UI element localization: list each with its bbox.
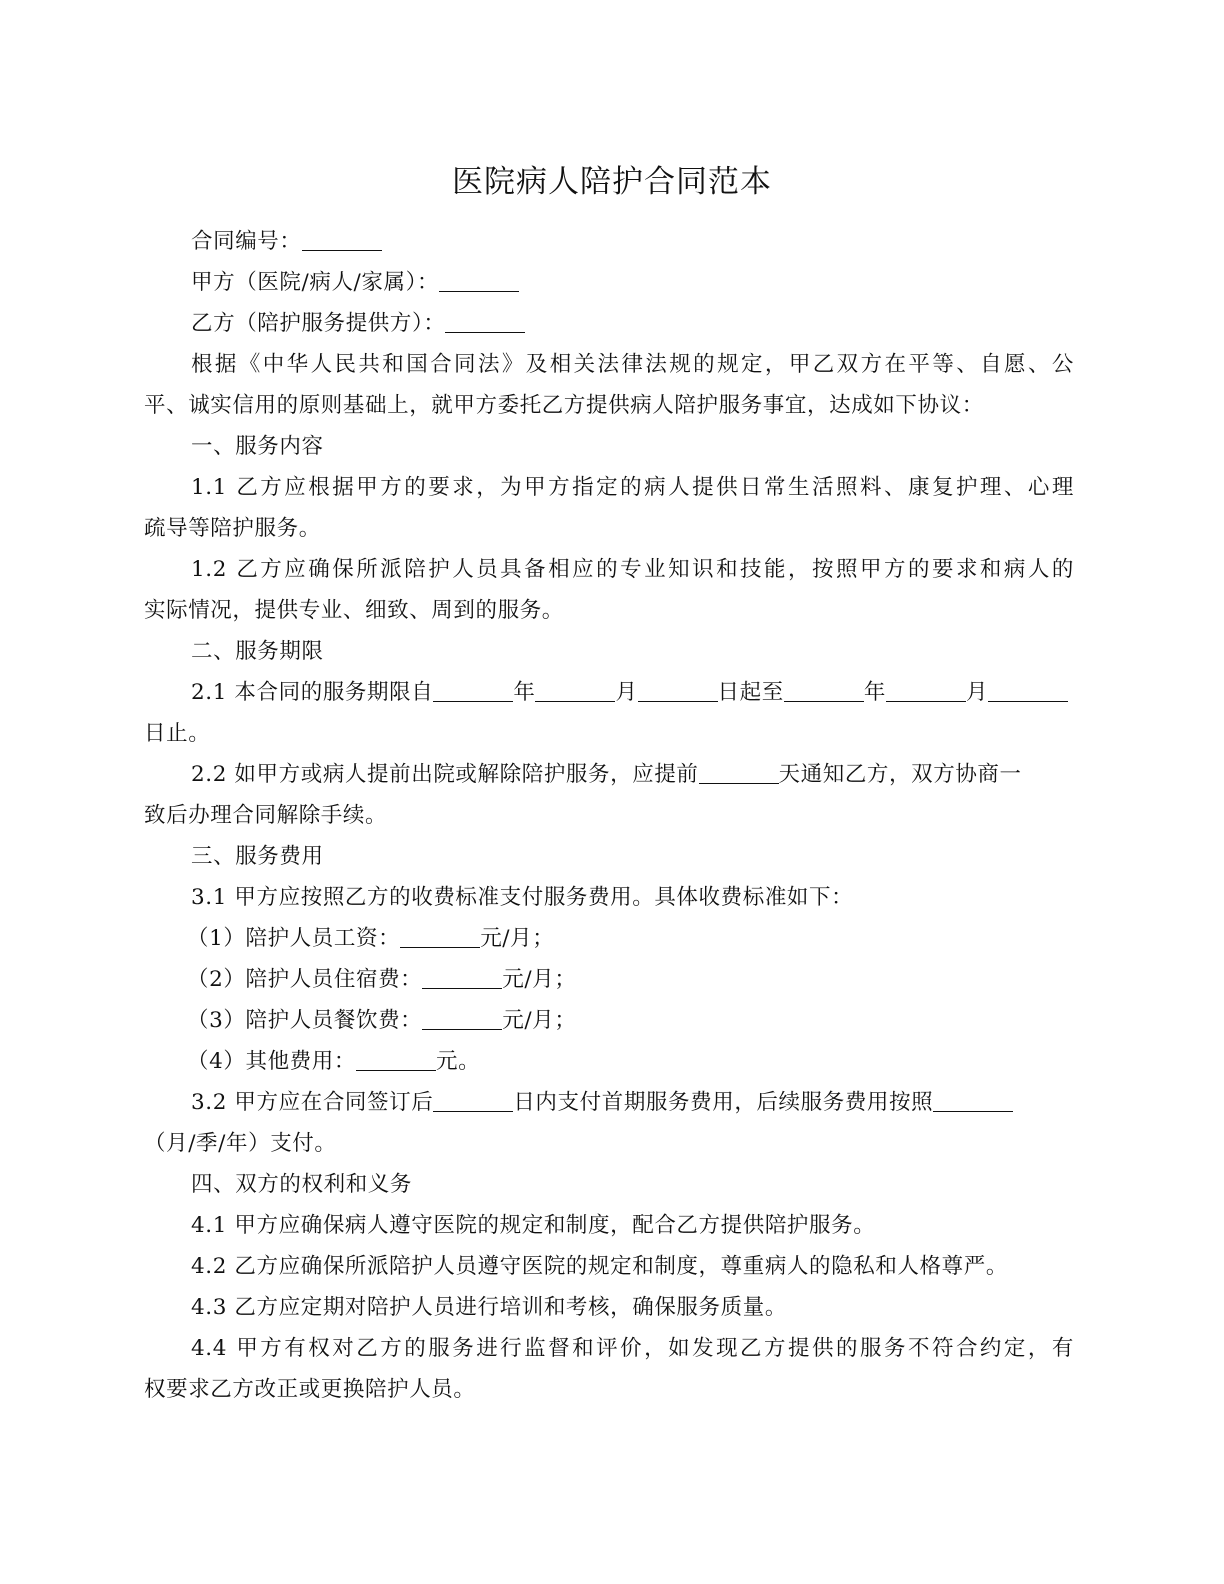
year-label: 年 — [513, 680, 536, 705]
start-year-blank — [433, 677, 513, 702]
clause-4-4-line-2: 权要求乙方改正或更换陪护人员。 — [144, 1377, 476, 1402]
start-day-blank — [638, 677, 718, 702]
party-b-line — [144, 303, 1074, 344]
fee-item-2 — [144, 959, 1074, 1000]
clause-3-2-text: 3.2 甲方应在合同签订后 — [191, 1090, 434, 1115]
clause-2-2-text: 2.2 如甲方或病人提前出院或解除陪护服务，应提前 — [191, 762, 699, 787]
party-b-label: 乙方（陪护服务提供方）： — [191, 311, 446, 336]
clause-2-1-text: 2.1 本合同的服务期限自 — [191, 680, 434, 705]
clause-4-2: 4.2 乙方应确保所派陪护人员遵守医院的规定和制度，尊重病人的隐私和人格尊严。 — [191, 1254, 1008, 1279]
clause-3-2-text-2: 日内支付首期服务费用，后续服务费用按照 — [513, 1090, 934, 1115]
clause-2-1-line-1 — [144, 672, 1074, 713]
fee-item-3-label: （3）陪护人员餐饮费： — [187, 1008, 423, 1033]
party-a-line — [144, 262, 1074, 303]
intro-line-1: 根据《中华人民共和国合同法》及相关法律法规的规定，甲乙双方在平等、自愿、公 — [191, 352, 1074, 377]
year-label-2: 年 — [863, 680, 886, 705]
fee-item-4 — [144, 1041, 1074, 1082]
fee-item-2-label: （2）陪护人员住宿费： — [187, 967, 423, 992]
fee-item-2-unit: 元/月； — [502, 967, 577, 992]
fee-item-3 — [144, 1000, 1074, 1041]
fee-item-1-label: （1）陪护人员工资： — [187, 926, 401, 951]
clause-2-2-line-1 — [144, 754, 1074, 795]
party-b-blank — [445, 308, 525, 333]
clause-1-1-line-1: 1.1 乙方应根据甲方的要求，为甲方指定的病人提供日常生活照料、康复护理、心理 — [191, 475, 1074, 500]
payment-period-blank — [933, 1087, 1013, 1112]
notice-days-blank — [699, 759, 779, 784]
lodging-blank — [422, 964, 502, 989]
document-body — [144, 221, 1074, 1410]
month-label-2: 月 — [965, 680, 989, 705]
clause-3-1: 3.1 甲方应按照乙方的收费标准支付服务费用。具体收费标准如下： — [191, 885, 854, 910]
end-month-blank — [886, 677, 966, 702]
start-month-blank — [535, 677, 615, 702]
clause-3-2-line-1 — [144, 1082, 1074, 1123]
contract-number-line — [144, 221, 1074, 262]
fee-item-3-unit: 元/月； — [502, 1008, 577, 1033]
section-4-heading: 四、双方的权利和义务 — [191, 1172, 413, 1197]
salary-blank — [400, 923, 480, 948]
clause-1-2-line-2: 实际情况，提供专业、细致、周到的服务。 — [144, 598, 564, 623]
clause-4-3: 4.3 乙方应定期对陪护人员进行培训和考核，确保服务质量。 — [191, 1295, 787, 1320]
contract-number-blank — [302, 226, 382, 251]
fee-item-1 — [144, 918, 1074, 959]
clause-4-1: 4.1 甲方应确保病人遵守医院的规定和制度，配合乙方提供陪护服务。 — [191, 1213, 876, 1238]
document-title: 医院病人陪护合同范本 — [452, 164, 772, 200]
contract-number-label: 合同编号： — [191, 229, 302, 254]
clause-1-1-line-2: 疏导等陪护服务。 — [144, 516, 321, 541]
party-a-label: 甲方（医院/病人/家属）： — [191, 270, 440, 295]
fee-item-4-label: （4）其他费用： — [187, 1049, 356, 1074]
month-label: 月 — [615, 680, 638, 705]
clause-2-1-line-2: 日止。 — [144, 721, 211, 746]
end-day-blank — [988, 677, 1068, 702]
clause-4-4-line-1: 4.4 甲方有权对乙方的服务进行监督和评价，如发现乙方提供的服务不符合约定，有 — [191, 1336, 1074, 1361]
intro-line-2: 平、诚实信用的原则基础上，就甲方委托乙方提供病人陪护服务事宜，达成如下协议： — [144, 393, 984, 418]
day-from-label: 日起至 — [717, 680, 784, 705]
fee-item-1-unit: 元/月； — [480, 926, 555, 951]
payment-days-blank — [433, 1087, 513, 1112]
clause-3-2-line-2: （月/季/年）支付。 — [144, 1131, 337, 1156]
end-year-blank — [784, 677, 864, 702]
clause-1-2-line-1: 1.2 乙方应确保所派陪护人员具备相应的专业知识和技能，按照甲方的要求和病人的 — [191, 557, 1074, 582]
clause-2-2-text-2: 天通知乙方，双方协商一 — [778, 762, 1022, 787]
section-2-heading: 二、服务期限 — [191, 639, 324, 664]
party-a-blank — [439, 267, 519, 292]
other-fees-blank — [356, 1046, 436, 1071]
meals-blank — [422, 1005, 502, 1030]
fee-item-4-unit: 元。 — [435, 1049, 481, 1074]
clause-2-2-line-2: 致后办理合同解除手续。 — [144, 803, 388, 828]
section-3-heading: 三、服务费用 — [191, 844, 324, 869]
section-1-heading: 一、服务内容 — [191, 434, 324, 459]
